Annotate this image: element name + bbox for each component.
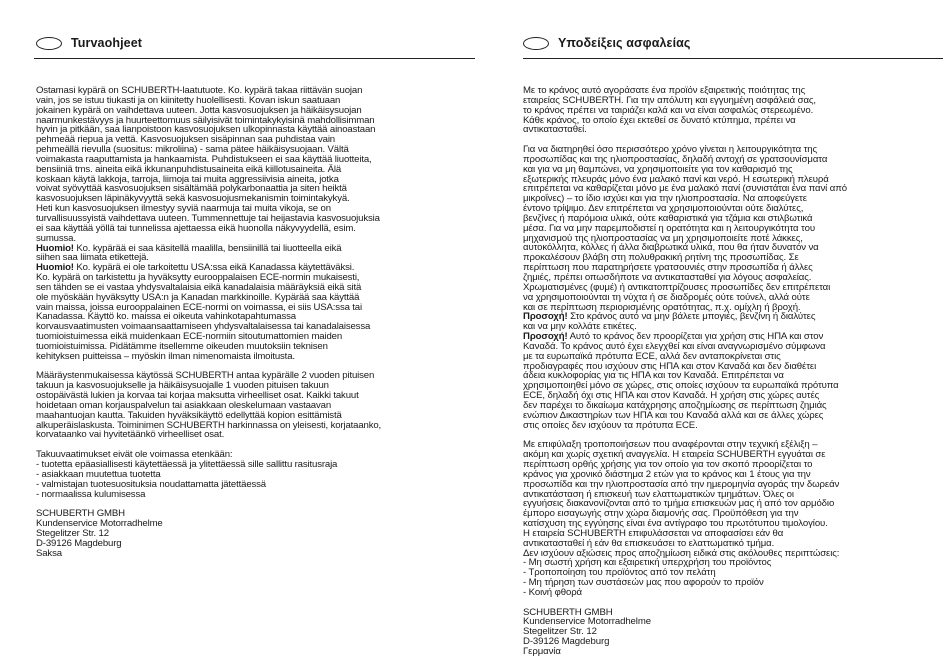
paragraph-warranty: Määräystenmukaisessa käytössä SCHUBERTH antaa kypärälle 2 vuoden pituisen takuun ja kasvosuojukselle ja häikäisysuojalle 1 vuoden pituisen takuun ostopäivästä lukien ja korvaa tai korjaa maksutta virheelliset osat. Kaikki takuut hoidetaan oman korjauspalvelun tai asiakkaan oleskelumaan vastaavan maahantuojan kautta. Takuiden hyväksikäyttö edellyttää kopion esittämistä alkuperäislaskusta. Toiminimen SCHUBERTH harkinnassa on yleisesti, korjataanko, korvataanko vai hyvitetäänkö virheelliset osat.: [36, 370, 382, 441]
company-address: SCHUBERTH GMBH Kundenservice Motorradhelme Stegelitzer Str. 12 D-39126 Magdeburg Γερμανία: [523, 606, 651, 657]
warning-label: Huomio!: [36, 242, 74, 254]
paragraph-intro: Ostamasi kypärä on SCHUBERTH-laatutuote. Ko. kypärä takaa riittävän suojan vain, jos se istuu tiukasti ja on kiinitetty huolellisesti. Kovan iskun saatuaan jokainen kypärä on vaihdettava uuteen. Jotta kasvosuojuksen ja häikäisysuojan naarmunkestävyys ja huurteettomuus säilyisivät toimintakykyisinä mahdollisimman hyvin ja pitkään, saa lianpoistoon kasvosuojuksen ulkopinnasta käyttää ainoastaan pehmeää riepua ja vettä. Kasvosuojuksen sisäpinnan saa puhdistaa vain pehmeällä rievulla (suositus: mikroliina) - sama pätee häikäisysuojaan. Vältä voimakasta raaputtamista ja hankaamista. Puhdistukseen ei saa käyttää liuotteita, bensiiniä tms. aineita eikä ikkunanpuhdistusaineita eikä kiillotusaineita. Älä koskaan käytä lakkoja, tarroja, liimoja tai muita aggressiivisia aineita, jotka voivat syövyttää kasvosuojuksen sisältämää polykarbonaattia ja siten heiktä kasvosuojuksen läpinäkyvyyttä sekä kasvosuojusmekanismin toimintakykyä. Heti kun kasvosuojuksen ilmestyy syviä naarmuja tai muita vikoja, se on turvallisuussyistä vaihdettava uuteen. Tummennettuje tai heijastavia kasvosuojuksia ei saa käyttää yöllä tai tunnelissa ajettaessa eikä huonolla näkyvyydellä, esim. sumussa.: [36, 85, 380, 244]
page-title: Turvaohjeet: [71, 36, 143, 50]
warning-label: Huomio!: [36, 262, 74, 274]
title-divider: [523, 58, 943, 59]
finnish-header: [36, 32, 142, 54]
oval-bullet-icon: [523, 37, 549, 50]
warning-usa: Huomio! Ko. kypärä ei ole tarkoitettu USA:ssa eikä Kanadassa käytettäväksi. Ko. kypärä on tarkistettu ja hyväksytty eurooppalaisen ECE-normin mukaisesti, sen tähden se ei vastaa yhdysvaltalaisia eikä kanadalaisia määräyksiä eikä sitä ole myöskään hyväksytty USA:n ja Kanadan markkinoille. Kypärää saa käyttää vain maissa, joissa eurooppalainen ECE-normi on voimassa, ei siis USA:ssa tai Kanadassa. Käyttö ko. maissa ei oikeuta vahinkotapahtumassa korvausvaatimusten voimaansaattamiseen yhdysvaltalaisessa tai kanadalaisessa tuomioistuimessa eikä muidenkaan ECE-normiin sitoutumattomien maiden tuomioistuimissa. Pidätämme itsellemme oikeuden muutoksiin teknisen kehityksen puitteissa – myöskin ilman nimenomaista ilmoitusta.: [36, 262, 371, 362]
warning-label: Προσοχή!: [523, 331, 568, 343]
paragraph-exclusions: Δεν ισχύουν αξιώσεις προς αποζημίωση ειδικά στις ακόλουθες περιπτώσεις: - Μη σωστή χρήση και εξαιρετική υπερχρήση του προϊόντος - Τροποποίηση του προϊόντος από τον πελάτη - Μη τήρηση των συστάσεών μας που αφορούν το προϊόν - Κοινή φθορά: [523, 547, 840, 598]
paragraph-intro: Με το κράνος αυτό αγοράσατε ένα προϊόν εξαιρετικής ποιότητας της εταιρείας SCHUBERTH. Για την απόλυτη και εγγυημένη ασφάλειά σας, το κράνος πρέπει να ταιριάζει καλά και να είναι ασφαλώς στερεωμένο. Κάθε κράνος, το οποίο έχει εκτεθεί σε δυνατό κτύπημα, πρέπει να αντικατασταθεί.: [523, 85, 816, 136]
title-divider: [34, 58, 475, 59]
greek-header: [523, 32, 691, 54]
warning-label: Προσοχή!: [523, 311, 568, 323]
warning-paint: Προσοχή! Στο κράνος αυτό να μην βάλετε μπογιές, βενζίνη ή διαλύτες και να μην κολλάτε ετικέτες.: [523, 311, 816, 333]
paragraph-exclusions: Takuuvaatimukset eivät ole voimassa etenkään: - tuotetta epäasiallisesti käytettäessä ja ylitettäessä sille sallittu rasitusraja - asiakkaan muutettua tuotetta - valmistajan tuotesuosituksia noudattamatta jätettäessä - normaalissa kulumisessa: [36, 449, 338, 500]
finnish-body-text: [36, 86, 381, 558]
company-address: SCHUBERTH GMBH Kundenservice Motorradhelme Stegelitzer Str. 12 D-39126 Magdeburg Saksa: [36, 508, 163, 559]
greek-body-text: [523, 86, 847, 657]
page-title: Υποδείξεις ασφαλείας: [558, 36, 691, 50]
warning-paint: Huomio! Ko. kypärää ei saa käsitellä maalilla, bensiinillä tai liuotteella eikä siihen saa liimata etikettejä.: [36, 242, 342, 264]
oval-bullet-icon: [36, 37, 62, 50]
greek-page: [475, 0, 950, 665]
paragraph-warranty: Με επιφύλαξη τροποποιήσεων που αναφέρονται στην τεχνική εξέλιξη – ακόμη και χωρίς σχετική αναγγελία. Η εταιρεία SCHUBERTH εγγυάται σε περίπτωση ορθής χρήσης για τον οποίο για τον σκοπό προορίζεται το κράνος για χρονικό διάστημα 2 ετών για το κράνος και 1 έτους για την προσωπίδα και την ηλιοπροστασία από την ημερομηνία αγοράς την δωρεάν αντικατάσταση ή επισκευή των ελαττωματικών τμημάτων. Όλες οι εγγυήσεις διακανονίζονται από το τμήμα επισκευών μας ή από τον αρμόδιο έμπορο εισαγωγής στην χώρα διαμονής σας. Προϋπόθεση για την κατίσχυση της εγγύησης είναι ένα αντίγραφο του πρωτότυπου τιμολογίου. Η εταιρεία SCHUBERTH επιφυλάσσεται να αποφασίσει εάν θα αντικατασταθεί ή εάν θα επισκευάσει το ελαττωματικό τμήμα.: [523, 439, 840, 549]
warning-usa: Προσοχή! Αυτό το κράνος δεν προορίζεται για χρήση στις ΗΠΑ και στον Καναδά. Το κράνος αυτό έχει ελεγχθεί και είναι αναγνωρισμένο σύμφωνα με τα ευρωπαϊκά πρότυπα ECE, αλλά δεν ανταποκρίνεται στις προδιαγραφές που ισχύουν στις ΗΠΑ και στον Καναδά και δεν διαθέτει άδεια κυκλοφορίας για τις ΗΠΑ και τον Καναδά. Επιτρέπεται να χρησιμοποιηθεί μόνο σε χώρες, στις οποίες ισχύουν τα ευρωπαϊκά πρότυπα ECE, δηλαδή όχι στις ΗΠΑ και στον Καναδά. Η χρήση στις χώρες αυτές δεν παρέχει το δικαίωμα κατάχρησης αποζημίωσης σε περίπτωση ζημιάς ενώπιον Δικαστηρίων των ΗΠΑ και του Καναδά αλλά και σε άλλες χώρες στις οποίες δεν ισχύουν τα πρότυπα ECE.: [523, 331, 839, 431]
paragraph-care: Για να διατηρηθεί όσο περισσότερο χρόνο γίνεται η λειτουργικότητα της προσωπίδας και της ηλιοπροστασίας, δηλαδή αντοχή σε γρατσουνίσματα και για να μη θαμπώνει, να χρησιμοποιείτε για τον καθαρισμό της εξωτερικής πλευράς μόνο ένα μαλακό πανί και νερό. Η εσωτερική πλευρά επιτρέπεται να καθαρίζεται μόνο με ένα μαλακό πανί (συνιστάται ένα πανί από μικροΐνες) – το ίδιο ισχύει και για την ηλιοπροστασία. Να αποφεύγετε έντονο τρίψιμο. Δεν επιτρέπεται να χρησιμοποιούνται ούτε διαλύτες, βενζίνες ή παρόμοια υλικά, ούτε καθαριστικά για τζάμια και στιλβωτικά μέσα. Για να μην παρεμποδιστεί η ορατότητα και η λειτουργικότητα του μηχανισμού της ηλιοπροστασίας να μη χρησιμοποιείτε ποτέ λάκκες, αυτοκόλλητα, κόλλες ή άλλα διαβρωτικά υλικά, που θα ήταν δυνατόν να προκαλέσουν βλάβη στη πολυθρακική ρητίνη της προσωπίδας. Σε περίπτωση που παρατηρήσετε γρατσουνιές στην προσωπίδα ή άλλες ζημιές, πρέπει οπωσδήποτε να αντικατασταθεί για λόγους ασφαλείας. Χρωματισμένες (φυμέ) ή αντικατοπτρίζουσες προσωπίδες δεν επιτρέπεται να χρησιμοποιούνται τη νύχτα ή σε διαδρομές ούτε τούνελ, αλλά ούτε και σε περίπτωση περιορισμένης ορατότητας, π.χ. ομίχλη ή βροχή.: [523, 144, 847, 313]
